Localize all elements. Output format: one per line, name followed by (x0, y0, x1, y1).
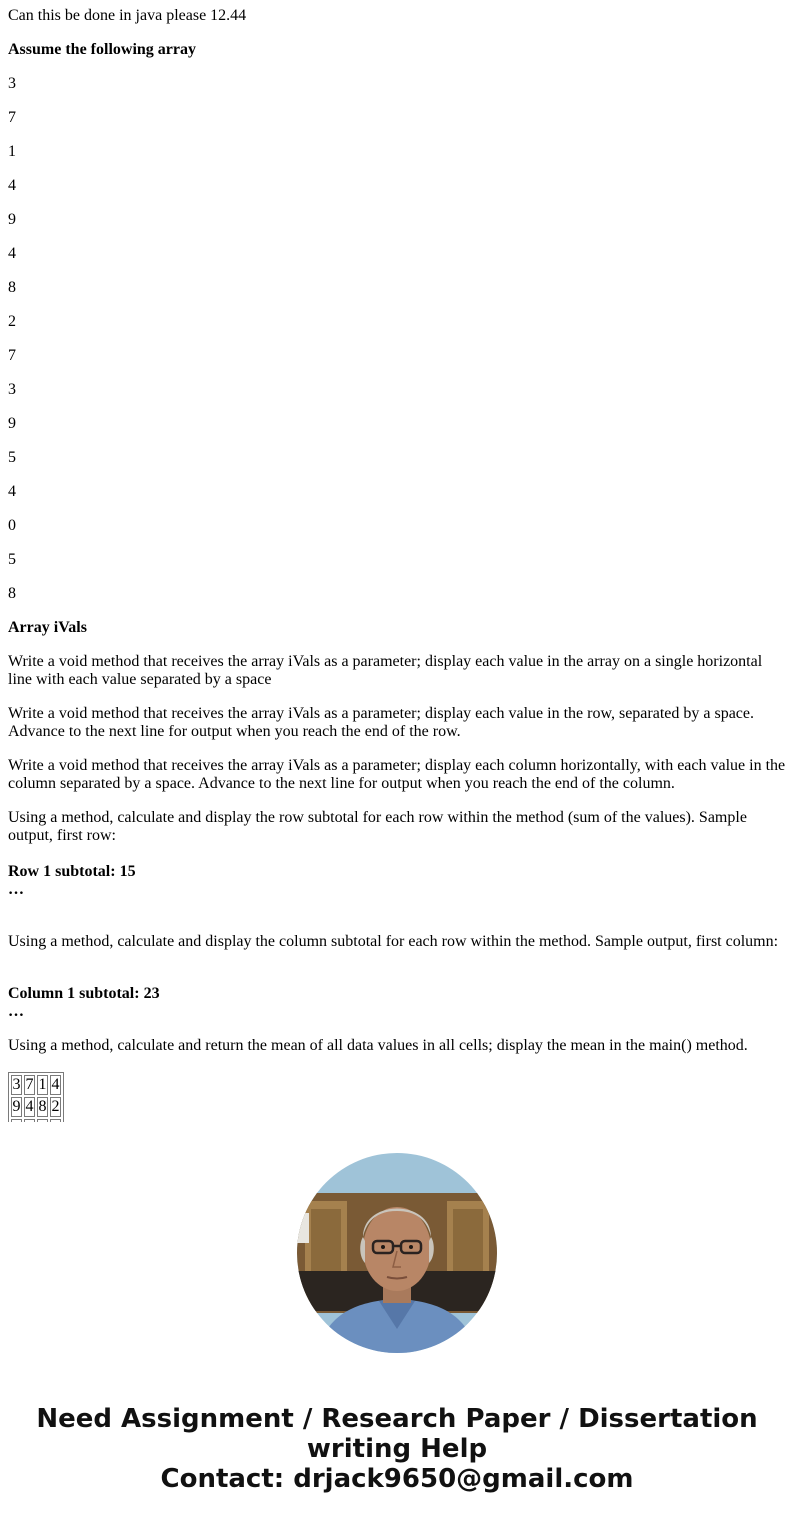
list-item: 5 (8, 551, 16, 568)
question-title: Can this be done in java please 12.44 (8, 7, 247, 24)
sample-row-text: Row 1 subtotal: 15 (8, 863, 136, 880)
table-cell (24, 1119, 35, 1122)
list-item: 7 (8, 109, 16, 126)
list-item: 2 (8, 313, 16, 330)
array-grid-clip (8, 1072, 64, 1122)
instruction-paragraph: Using a method, calculate and return the mean of all data values in all cells; display the mean in the main() method. (8, 1037, 748, 1054)
instruction-paragraph: Write a void method that receives the array iVals as a parameter; display each value in the array on a single horizontal line with each value separated by a space (8, 653, 763, 688)
list-item: 8 (8, 279, 16, 296)
list-item: 4 (8, 245, 16, 262)
table-cell (37, 1119, 48, 1122)
table-cell: 7 (25, 1076, 34, 1093)
table-cell: 9 (12, 1098, 21, 1115)
instruction-paragraph: Write a void method that receives the array iVals as a parameter; display each value in the row, separated by a space. Advance to the next line for output when you reach the end of the row. (8, 705, 754, 740)
table-cell: 2 (51, 1098, 60, 1115)
table-row (11, 1119, 61, 1122)
table-row (11, 1075, 61, 1095)
ellipsis: … (8, 1003, 24, 1020)
sample-column-output (8, 985, 160, 1021)
banner-line: Need Assignment / Research Paper / Dissertation (36, 1404, 758, 1434)
assume-heading: Assume the following array (8, 41, 196, 58)
contact-banner (0, 1404, 794, 1494)
array-grid-table (8, 1072, 64, 1122)
list-item: 8 (8, 585, 16, 602)
table-cell (11, 1119, 22, 1122)
table-cell: 3 (12, 1076, 21, 1093)
banner-line: writing Help (306, 1434, 488, 1464)
instruction-paragraph: Write a void method that receives the array iVals as a parameter; display each column horizontally, with each value in the column separated by a space. Advance to the next line for output when you reach the end of the column. (8, 757, 786, 792)
sample-column-text: Column 1 subtotal: 23 (8, 985, 160, 1002)
array-name-heading: Array iVals (8, 619, 87, 636)
list-item: 1 (8, 143, 16, 160)
banner-contact-line: Contact: drjack9650@gmail.com (160, 1464, 634, 1494)
list-item: 5 (8, 449, 16, 466)
list-item: 9 (8, 211, 16, 228)
instruction-paragraph: Using a method, calculate and display the row subtotal for each row within the method (sum of the values). Sample output, first row: (8, 809, 747, 844)
table-cell: 1 (38, 1076, 47, 1093)
person-photo-icon (297, 1153, 497, 1353)
table-cell: 4 (25, 1098, 34, 1115)
ellipsis: … (8, 881, 24, 898)
list-item: 4 (8, 483, 16, 500)
list-item: 4 (8, 177, 16, 194)
list-item: 0 (8, 517, 16, 534)
list-item: 9 (8, 415, 16, 432)
table-row (11, 1097, 61, 1117)
table-cell: 8 (38, 1098, 47, 1115)
instruction-paragraph: Using a method, calculate and display the column subtotal for each row within the method. Sample output, first column: (8, 933, 779, 950)
table-cell: 4 (51, 1076, 60, 1093)
list-item: 3 (8, 75, 16, 92)
list-item: 3 (8, 381, 16, 398)
list-item: 7 (8, 347, 16, 364)
sample-row-output (8, 863, 136, 899)
table-cell (50, 1119, 61, 1122)
array-value-list (8, 75, 16, 619)
